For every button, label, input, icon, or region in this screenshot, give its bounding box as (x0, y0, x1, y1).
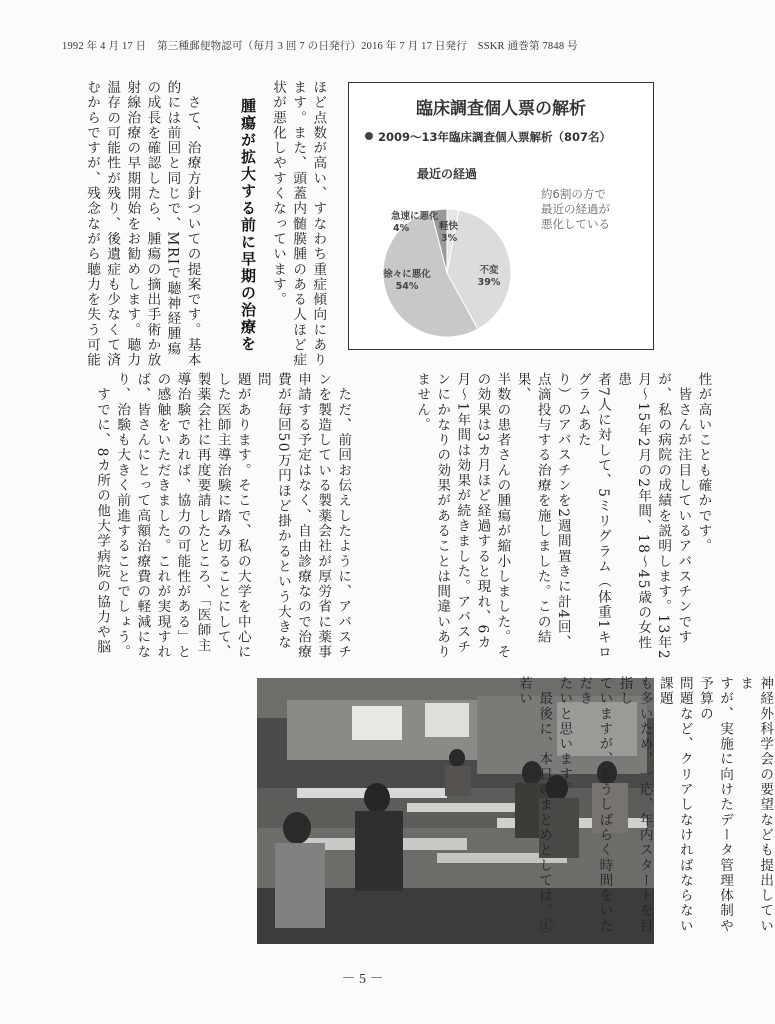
text-col-upper-1: ほど点数が高い、すなわち重症傾向にあり ます。また、頭蓋内髄膜腫のある人ほど症 状が悪化しやすくなっています。 (270, 80, 327, 368)
text-col-lower: 神経外科学会の要望なども提出していま すが、実施に向けたデータ管理体制や予算の 問題など、クリアしなければならない課題 も多いため、一応、年内スタートを目指し ていますが、もうしばらく時間をいただき たいと思います。 最後に、本日のまとめとしては、①若い (516, 676, 774, 934)
pie-value-0: 3% (441, 233, 458, 244)
pie-label-2: 徐々に悪化 (383, 269, 431, 280)
pie-chart (349, 83, 655, 351)
chart-note: 約6割の方で 最近の経過が 悪化している (541, 187, 610, 231)
text-col-middle-left: ただ、前回お伝えしたように、アバスチ ンを製造している製薬会社が厚労省に薬事 申請する予定はなく、自由診療なので治療 費が毎回50万円ほど掛かるという大きな問 題があります。そこで、私の大学を中心に した医師主導治験に踏み切ることにして、 製薬会社に再度要請したところ、「医師主 導治験であれば、協力の可能性がある」と の感触をいただきました。これが実現すれ ば、皆さんにとって高額治療費の軽減にな り、治験も大きく前進することでしょう。 すでに、8カ所の他大学病院の協力や脳 (94, 372, 352, 660)
pie-value-1: 39% (477, 277, 501, 288)
page-number: － 5 － (341, 972, 384, 987)
figure-title: 臨床調査個人票の解析 (416, 99, 586, 119)
section-heading: 腫瘍が拡大する前に早期の治療を (239, 98, 257, 353)
pie-label-1: 不変 (479, 265, 499, 276)
pie-label-3: 急速に悪化 (391, 211, 439, 222)
pie-value-3: 4% (393, 223, 410, 234)
pie-value-2: 54% (395, 281, 419, 292)
text-col-middle-right: 性が高いことも確かです。 皆さんが注目しているアバスチンです が、私の病院の成績を説明します。13年2 月〜15年2月の2年間、18〜45歳の女性患 者7人に対して、5ミリグラム（体重1キログラムあた り）のアバスチンを2週間置きに計4回、 点滴投与する治療を施しました。この結果、 半数の患者さんの腫瘍が縮小しました。そ の効果は3カ月ほど経過すると現れ、6カ 月〜1年間は効果が続きました。アバスチ ンにかなりの効果があることは間違いあり ません。 (414, 372, 712, 661)
chart-title: 最近の経過 (417, 167, 478, 181)
figure-subtitle-text: 2009〜13年臨床調査個人票解析（807名） (378, 130, 612, 144)
newspaper-header: 1992 年 4 月 17 日 第三種郵便物認可（毎月 3 回 7 の日発行）2016 年 7 月 17 日発行 SSKR 通巻第 7848 号 (62, 41, 578, 52)
figure-box (348, 82, 654, 350)
pie-label-0: 軽快 (439, 221, 459, 232)
text-col-upper-2: さて、治療方針ついての提案です。基本 的には前回と同じで、MRIで聴神経腫瘍 の成長を確認したら、腫瘍の摘出手術か放 射線治療の早期開始をお勧めします。聴力 温存の可能性が残り、後遺症も少なくて済 むからですが、残念ながら聴力を失う可能 (84, 80, 201, 368)
